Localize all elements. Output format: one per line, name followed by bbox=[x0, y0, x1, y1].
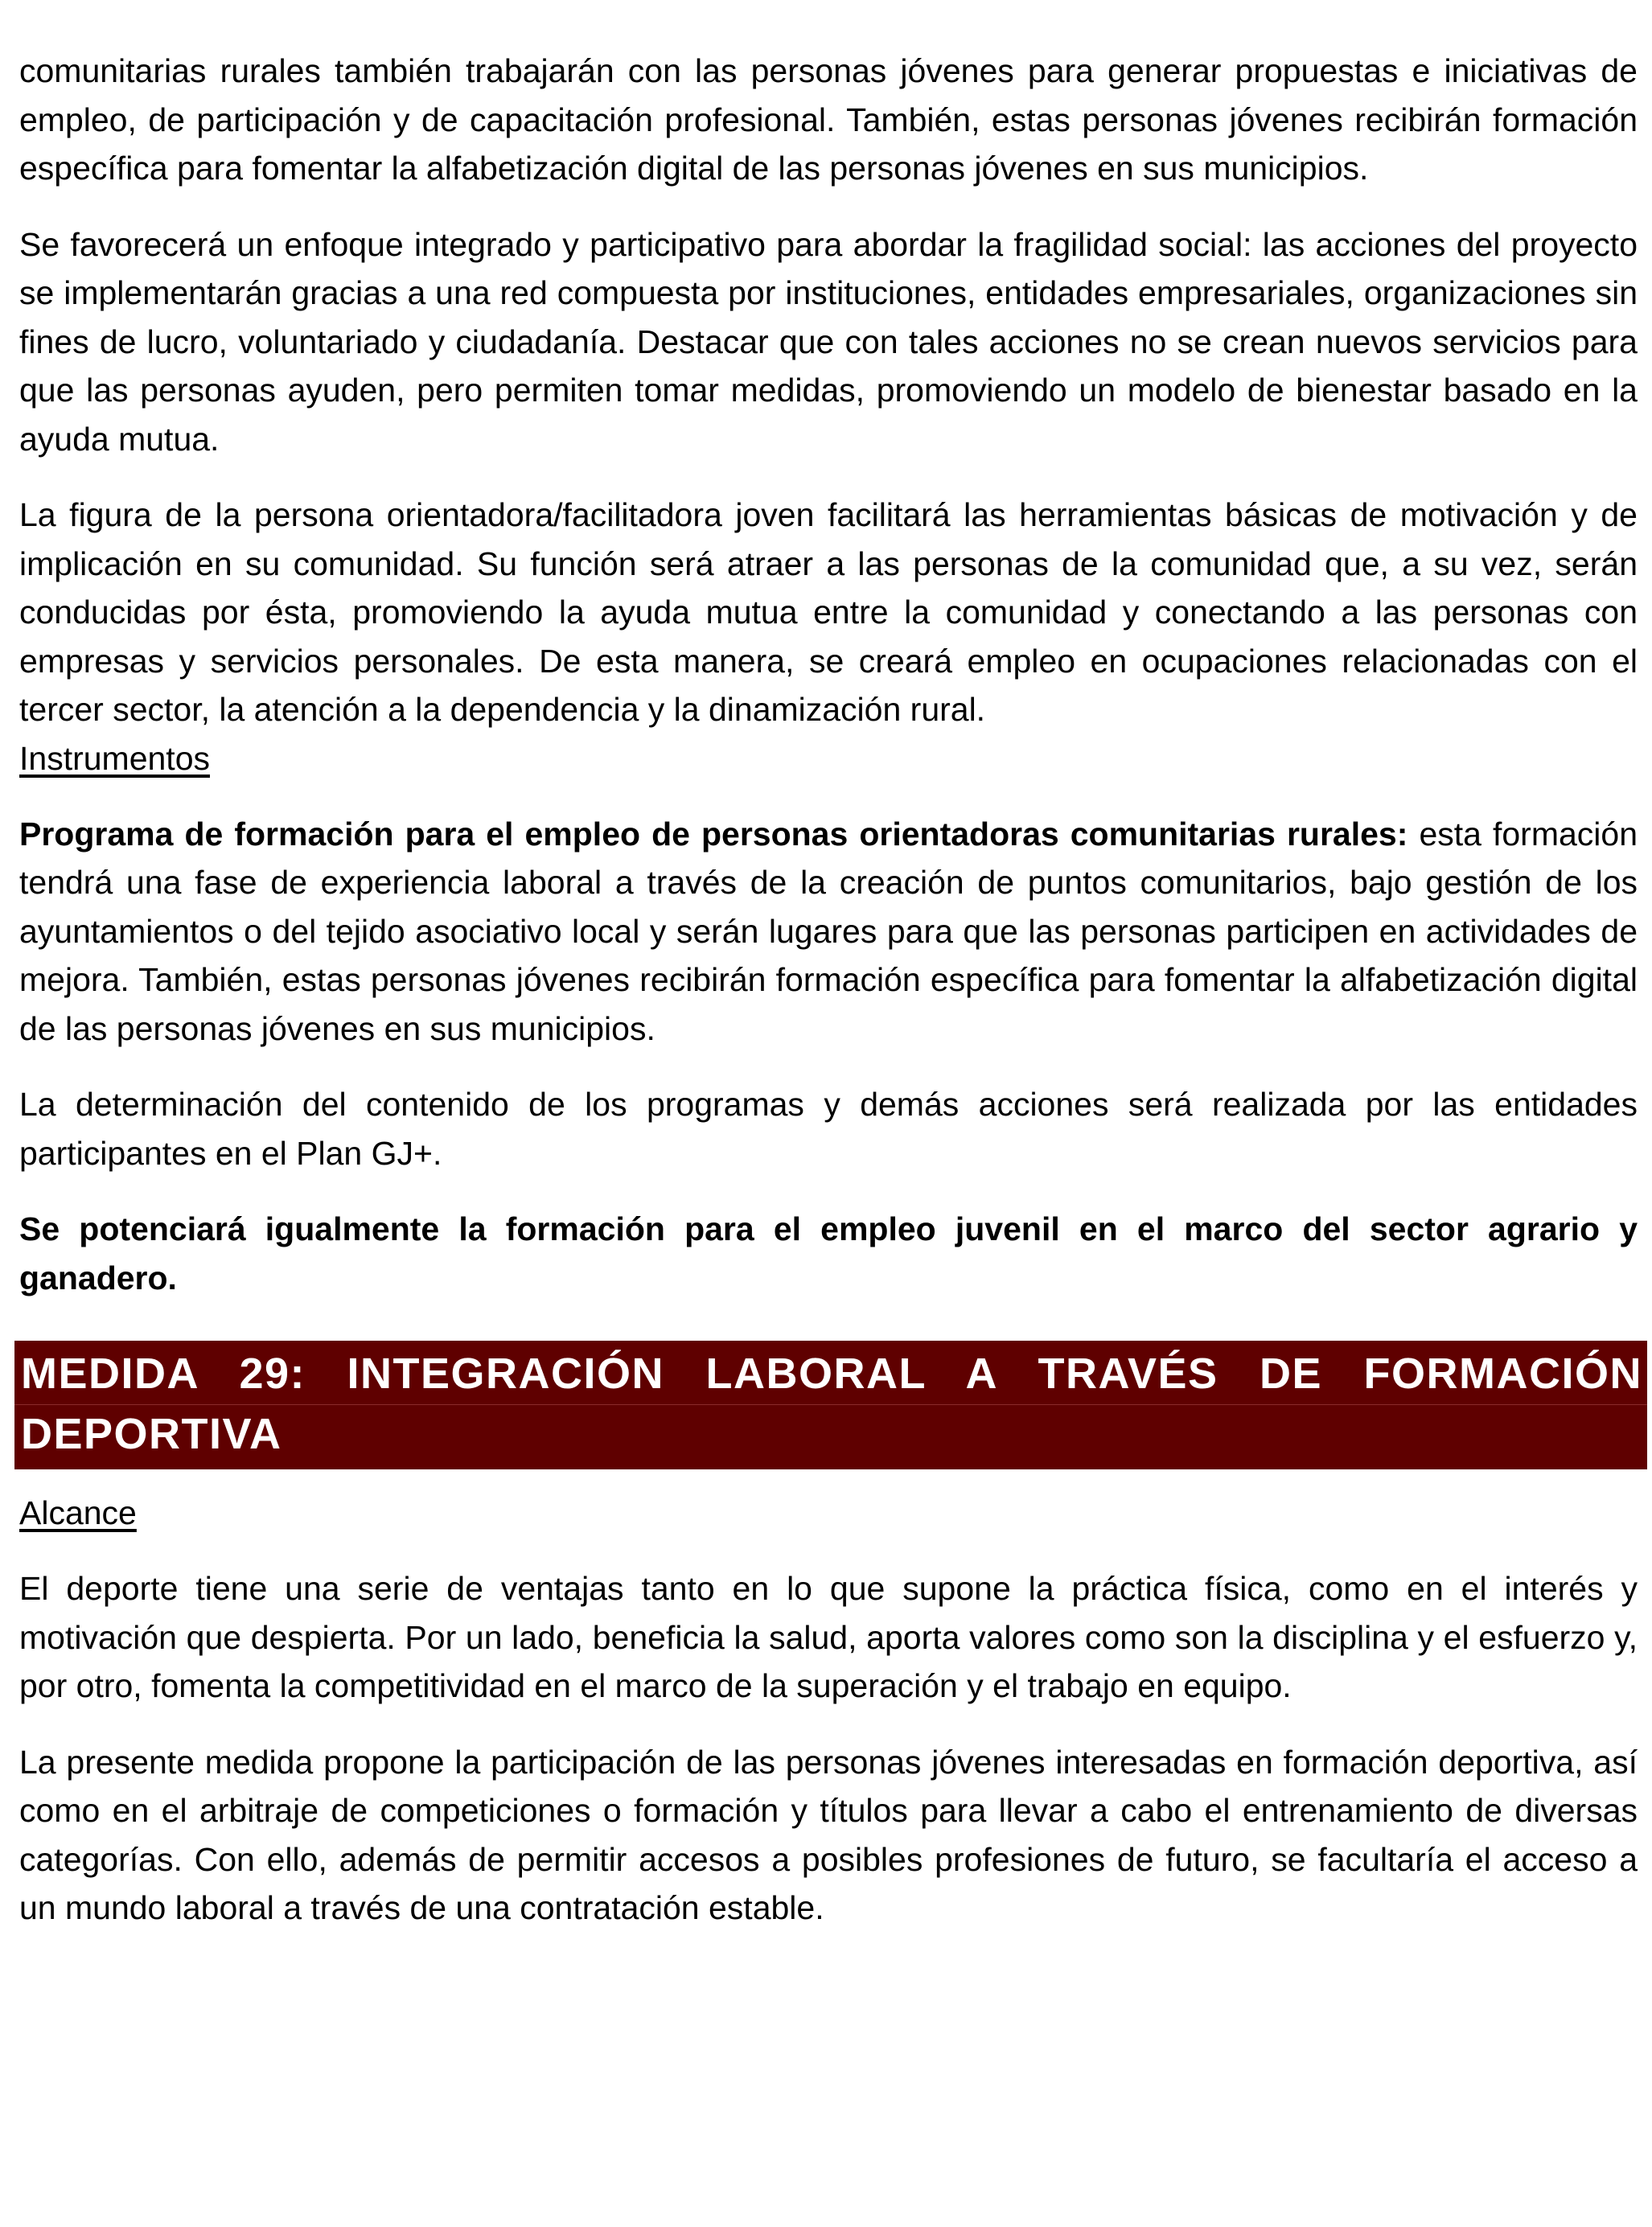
paragraph-enfoque-integrado: Se favorecerá un enfoque integrado y participativo para abordar la fragilidad social: las acciones del proyecto se implementarán gracias a una red compuesta por instituciones, entidades empresariales, organizaciones sin fines de lucro, voluntariado y ciudadanía. Destacar que con tales acciones no se crean nuevos servicios para que las personas ayuden, pero permiten tomar medidas, promoviendo un modelo de bienestar basado en la ayuda mutua. bbox=[19, 225, 1638, 458]
paragraph-determinacion-contenido: La determinación del contenido de los programas y demás acciones será realizada por las entidades participantes en el Plan GJ+. bbox=[19, 1086, 1638, 1172]
section-banner-medida-29: MEDIDA 29: INTEGRACIÓN LABORAL A TRAVÉS DE FORMACIÓN DEPORTIVA bbox=[14, 1341, 1647, 1469]
paragraph-sector-agrario: Se potenciará igualmente la formación para el empleo juvenil en el marco del sector agrario y ganadero. bbox=[19, 1210, 1638, 1296]
heading-instrumentos: Instrumentos bbox=[19, 739, 210, 777]
paragraph-figura-orientadora: La figura de la persona orientadora/facilitadora joven facilitará las herramientas básicas de motivación y de implicación en su comunidad. Su función será atraer a las personas de la comunidad que, a su vez, serán conducidas por ésta, promoviendo la ayuda mutua entre la comunidad y conectando a las personas con empresas y servicios personales. De esta manera, se creará empleo en ocupaciones relacionadas con el tercer sector, la atención a la dependencia y la dinamización rural. bbox=[19, 496, 1638, 728]
paragraph-presente-medida: La presente medida propone la participación de las personas jóvenes interesadas en formación deportiva, así como en el arbitraje de competiciones o formación y títulos para llevar a cabo el entrenamiento de diversas categorías. Con ello, además de permitir accesos a posibles profesiones de futuro, se facultaría el acceso a un mundo laboral a través de una contratación estable. bbox=[19, 1743, 1638, 1926]
heading-alcance: Alcance bbox=[19, 1494, 137, 1531]
programa-formacion-title: Programa de formación para el empleo de personas orientadoras comunitarias rurales: bbox=[19, 815, 1408, 853]
paragraph-ventajas-deporte: El deporte tiene una serie de ventajas tanto en lo que supone la práctica física, como en el interés y motivación que despierta. Por un lado, beneficia la salud, aporta valores como son la disciplina y el esfuerzo y, por otro, fomenta la competitividad en el marco de la superación y el trabajo en equipo. bbox=[19, 1570, 1638, 1704]
document-page bbox=[19, 0, 1642, 1933]
paragraph-comunitarias-rurales: comunitarias rurales también trabajarán con las personas jóvenes para generar propuestas e iniciativas de empleo, de participación y de capacitación profesional. También, estas personas jóvenes recibirán formación específica para fomentar la alfabetización digital de las personas jóvenes en sus municipios. bbox=[19, 52, 1638, 187]
paragraph-programa-formacion bbox=[19, 810, 1638, 1054]
programa-formacion-body: esta formación tendrá una fase de experiencia laboral a través de la creación de puntos comunitarios, bajo gestión de los ayuntamientos o del tejido asociativo local y serán lugares para que las personas participen en actividades de mejora. También, estas personas jóvenes recibirán formación específica para fomentar la alfabetización digital de las personas jóvenes en sus municipios. bbox=[19, 815, 1638, 1047]
